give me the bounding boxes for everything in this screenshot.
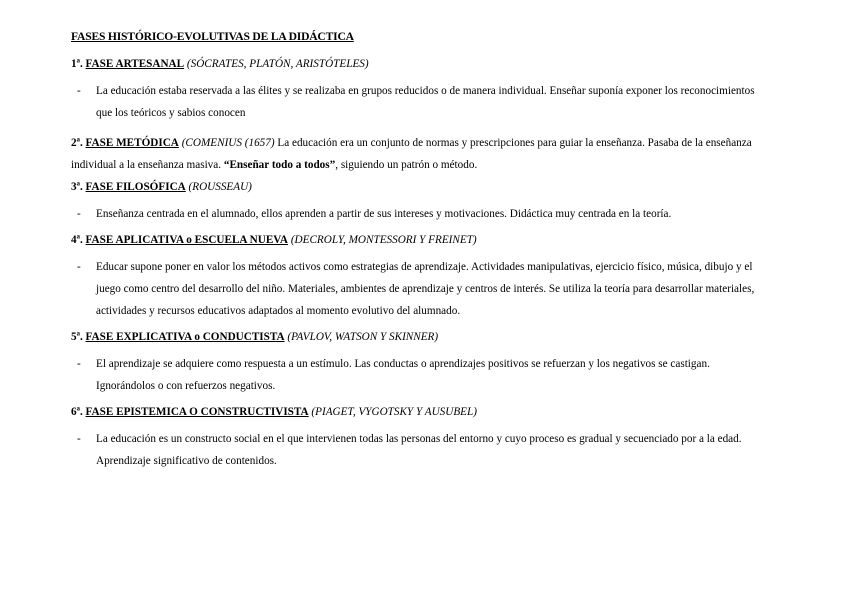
phase-1-heading bbox=[71, 57, 771, 72]
bullet-text: Enseñanza centrada en el alumnado, ellos aprenden a partir de sus intereses y motivaciones. Didáctica muy centrada en la teoría. bbox=[96, 208, 672, 220]
phase-6-heading bbox=[71, 405, 771, 420]
phase-body-quote: “Enseñar todo a todos” bbox=[223, 159, 336, 171]
phase-authors: (DECROLY, MONTESSORI Y FREINET) bbox=[290, 234, 477, 246]
phase-name: FASE ARTESANAL bbox=[85, 58, 185, 70]
document-page bbox=[71, 30, 771, 480]
phase-number: 4ª. bbox=[71, 234, 83, 246]
phase-6-bullets bbox=[71, 428, 771, 472]
phase-name: FASE EXPLICATIVA o CONDUCTISTA bbox=[85, 331, 285, 343]
phase-number: 6ª. bbox=[71, 406, 83, 418]
phase-authors: (SÓCRATES, PLATÓN, ARISTÓTELES) bbox=[186, 58, 369, 70]
phase-authors: (ROUSSEAU) bbox=[188, 181, 252, 193]
phase-3-heading bbox=[71, 180, 771, 195]
phase-1-bullets bbox=[71, 80, 771, 124]
phase-authors: (COMENIUS (1657) bbox=[181, 137, 275, 149]
bullet-text: La educación es un constructo social en el que intervienen todas las personas del entorno y cuyo proceso es gradual y secuenciado por a la edad. Aprendizaje significativo de contenidos. bbox=[96, 433, 742, 467]
phase-2-paragraph bbox=[71, 132, 771, 176]
bullet-dash: - bbox=[77, 358, 81, 370]
bullet-dash: - bbox=[77, 85, 81, 97]
phase-body-text-end: , siguiendo un patrón o método. bbox=[335, 159, 478, 171]
phase-body-text: La educación era un conjunto de normas y prescripciones para guiar la enseñanza. Pasaba de la enseñanza individual a la enseñanza masiva. bbox=[71, 137, 752, 171]
bullet-text: La educación estaba reservada a las élites y se realizaba en grupos reducidos o de manera individual. Enseñar suponía exponer los reconocimientos que los teóricos y sabios conocen bbox=[96, 85, 755, 119]
phase-name: FASE APLICATIVA o ESCUELA NUEVA bbox=[85, 234, 289, 246]
list-item bbox=[71, 80, 771, 124]
phase-3-bullets bbox=[71, 203, 771, 225]
list-item bbox=[71, 428, 771, 472]
bullet-dash: - bbox=[77, 208, 81, 220]
bullet-text: El aprendizaje se adquiere como respuesta a un estímulo. Las conductas o aprendizajes positivos se refuerzan y los negativos se castigan. Ignorándolos o con refuerzos negativos. bbox=[96, 358, 710, 392]
phase-authors: (PIAGET, VYGOTSKY Y AUSUBEL) bbox=[311, 406, 477, 418]
phase-name: FASE EPISTEMICA O CONSTRUCTIVISTA bbox=[85, 406, 309, 418]
phase-name: FASE FILOSÓFICA bbox=[85, 181, 186, 193]
list-item bbox=[71, 256, 771, 322]
phase-number: 2ª. bbox=[71, 137, 83, 149]
list-item bbox=[71, 203, 771, 225]
bullet-text: Educar supone poner en valor los métodos activos como estrategias de aprendizaje. Actividades manipulativas, ejercicio físico, música, dibujo y el juego como centro del desarrollo del niño. Materiales, ambientes de aprendizaje y centros de interés. Se utiliza la teoría para desarrollar materiales, actividades y recursos educativos adaptados al momento evolutivo del alumnado. bbox=[96, 261, 755, 317]
list-item bbox=[71, 353, 771, 397]
document-title: FASES HISTÓRICO-EVOLUTIVAS DE LA DIDÁCTICA bbox=[71, 30, 354, 43]
bullet-dash: - bbox=[77, 433, 81, 445]
phase-4-heading bbox=[71, 233, 771, 248]
phase-5-heading bbox=[71, 330, 771, 345]
phase-number: 5ª. bbox=[71, 331, 83, 343]
phase-name: FASE METÓDICA bbox=[85, 137, 179, 149]
phase-number: 3ª. bbox=[71, 181, 83, 193]
phase-authors: (PAVLOV, WATSON Y SKINNER) bbox=[287, 331, 439, 343]
bullet-dash: - bbox=[77, 261, 81, 273]
phase-number: 1ª. bbox=[71, 58, 83, 70]
phase-5-bullets bbox=[71, 353, 771, 397]
phase-4-bullets bbox=[71, 256, 771, 322]
